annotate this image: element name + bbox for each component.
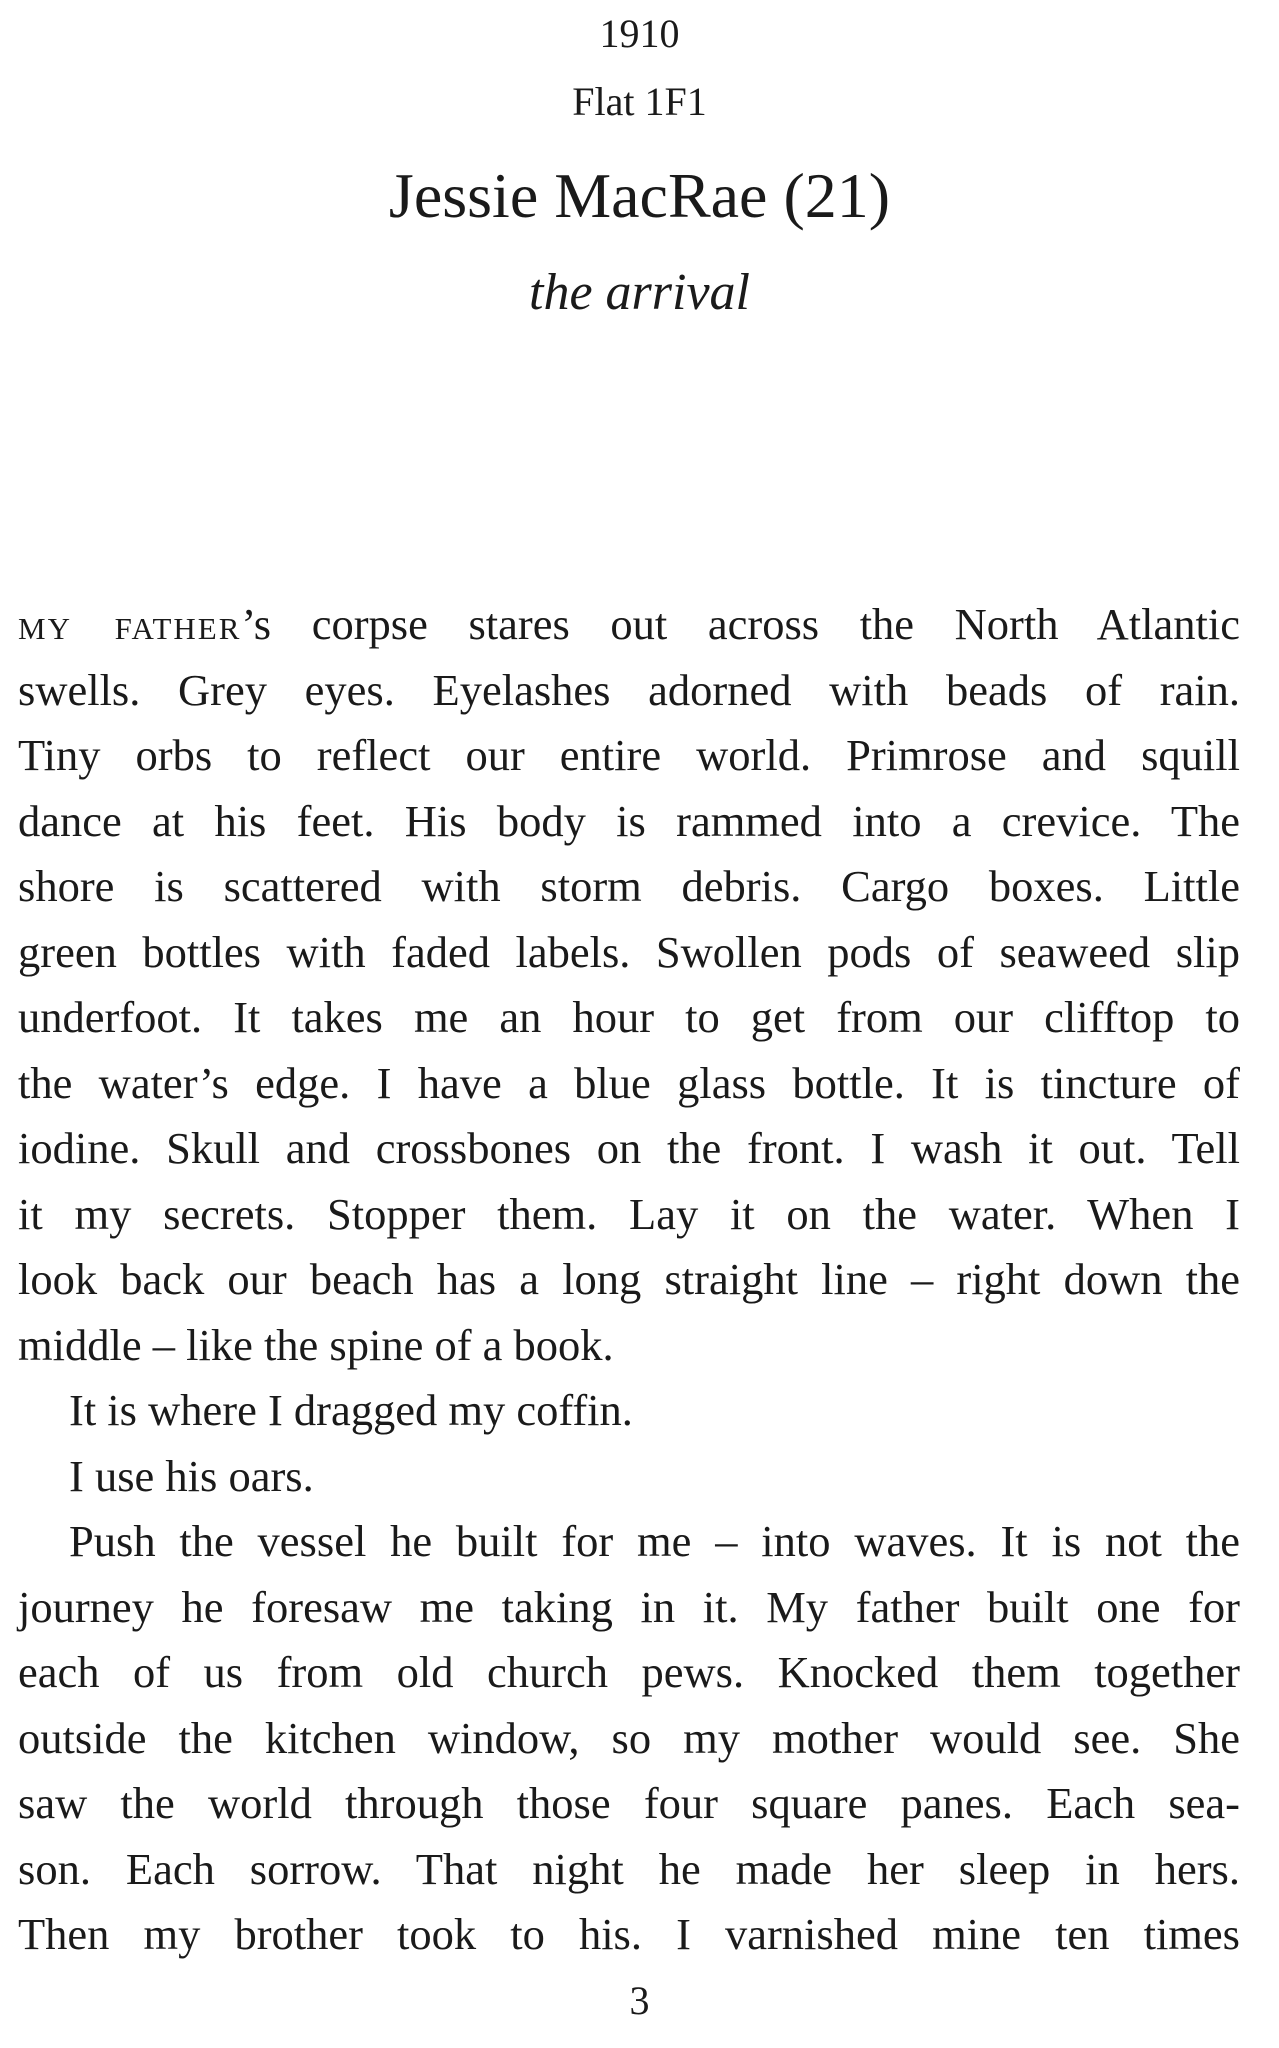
body-line: underfoot. It takes me an hour to get from our clifftop to: [18, 992, 1240, 1042]
body-line: each of us from old church pews. Knocked them together: [18, 1647, 1240, 1697]
body-line: swells. Grey eyes. Eyelashes adorned with beads of rain.: [18, 664, 1240, 715]
body-line: shore is scattered with storm debris. Cargo boxes. Little: [18, 861, 1240, 911]
body-line: Tiny orbs to reflect our entire world. Primrose and squill: [18, 730, 1240, 780]
body-line: [18, 592, 1240, 658]
body-line: journey he foresaw me taking in it. My father built one for: [18, 1581, 1240, 1632]
chapter-location: Flat 1F1: [572, 79, 707, 124]
body-line: middle – like the spine of a book.: [18, 1319, 614, 1370]
body-line: Push the vessel he built for me – into waves. It is not the: [69, 1516, 1240, 1566]
body-line: son. Each sorrow. That night he made her sleep in hers.: [18, 1843, 1240, 1894]
body-line: It is where I dragged my coffin.: [69, 1385, 633, 1435]
body-line: I use his oars.: [69, 1450, 314, 1501]
chapter-subtitle: the arrival: [529, 264, 750, 321]
body-line: green bottles with faded labels. Swollen pods of seaweed slip: [18, 926, 1240, 977]
chapter-body: [18, 592, 1240, 1968]
body-line: it my secrets. Stopper them. Lay it on the water. When I: [18, 1188, 1240, 1239]
body-line: saw the world through those four square panes. Each sea-: [18, 1778, 1240, 1828]
body-line: look back our beach has a long straight line – right down the: [18, 1254, 1240, 1304]
body-line: dance at his feet. His body is rammed into a crevice. The: [18, 795, 1240, 846]
page-number: 3: [629, 1978, 650, 2023]
body-line: iodine. Skull and crossbones on the front. I wash it out. Tell: [18, 1123, 1240, 1173]
chapter-year: 1910: [599, 11, 680, 56]
body-line-text: ’s corpse stares out across the North Atlantic: [241, 599, 1240, 649]
opening-smallcaps: my father: [18, 599, 242, 649]
chapter-title: Jessie MacRae (21): [388, 160, 891, 231]
body-line: the water’s edge. I have a blue glass bottle. It is tincture of: [18, 1057, 1240, 1108]
body-line: outside the kitchen window, so my mother would see. She: [18, 1712, 1240, 1763]
body-line: Then my brother took to his. I varnished mine ten times: [18, 1909, 1240, 1959]
